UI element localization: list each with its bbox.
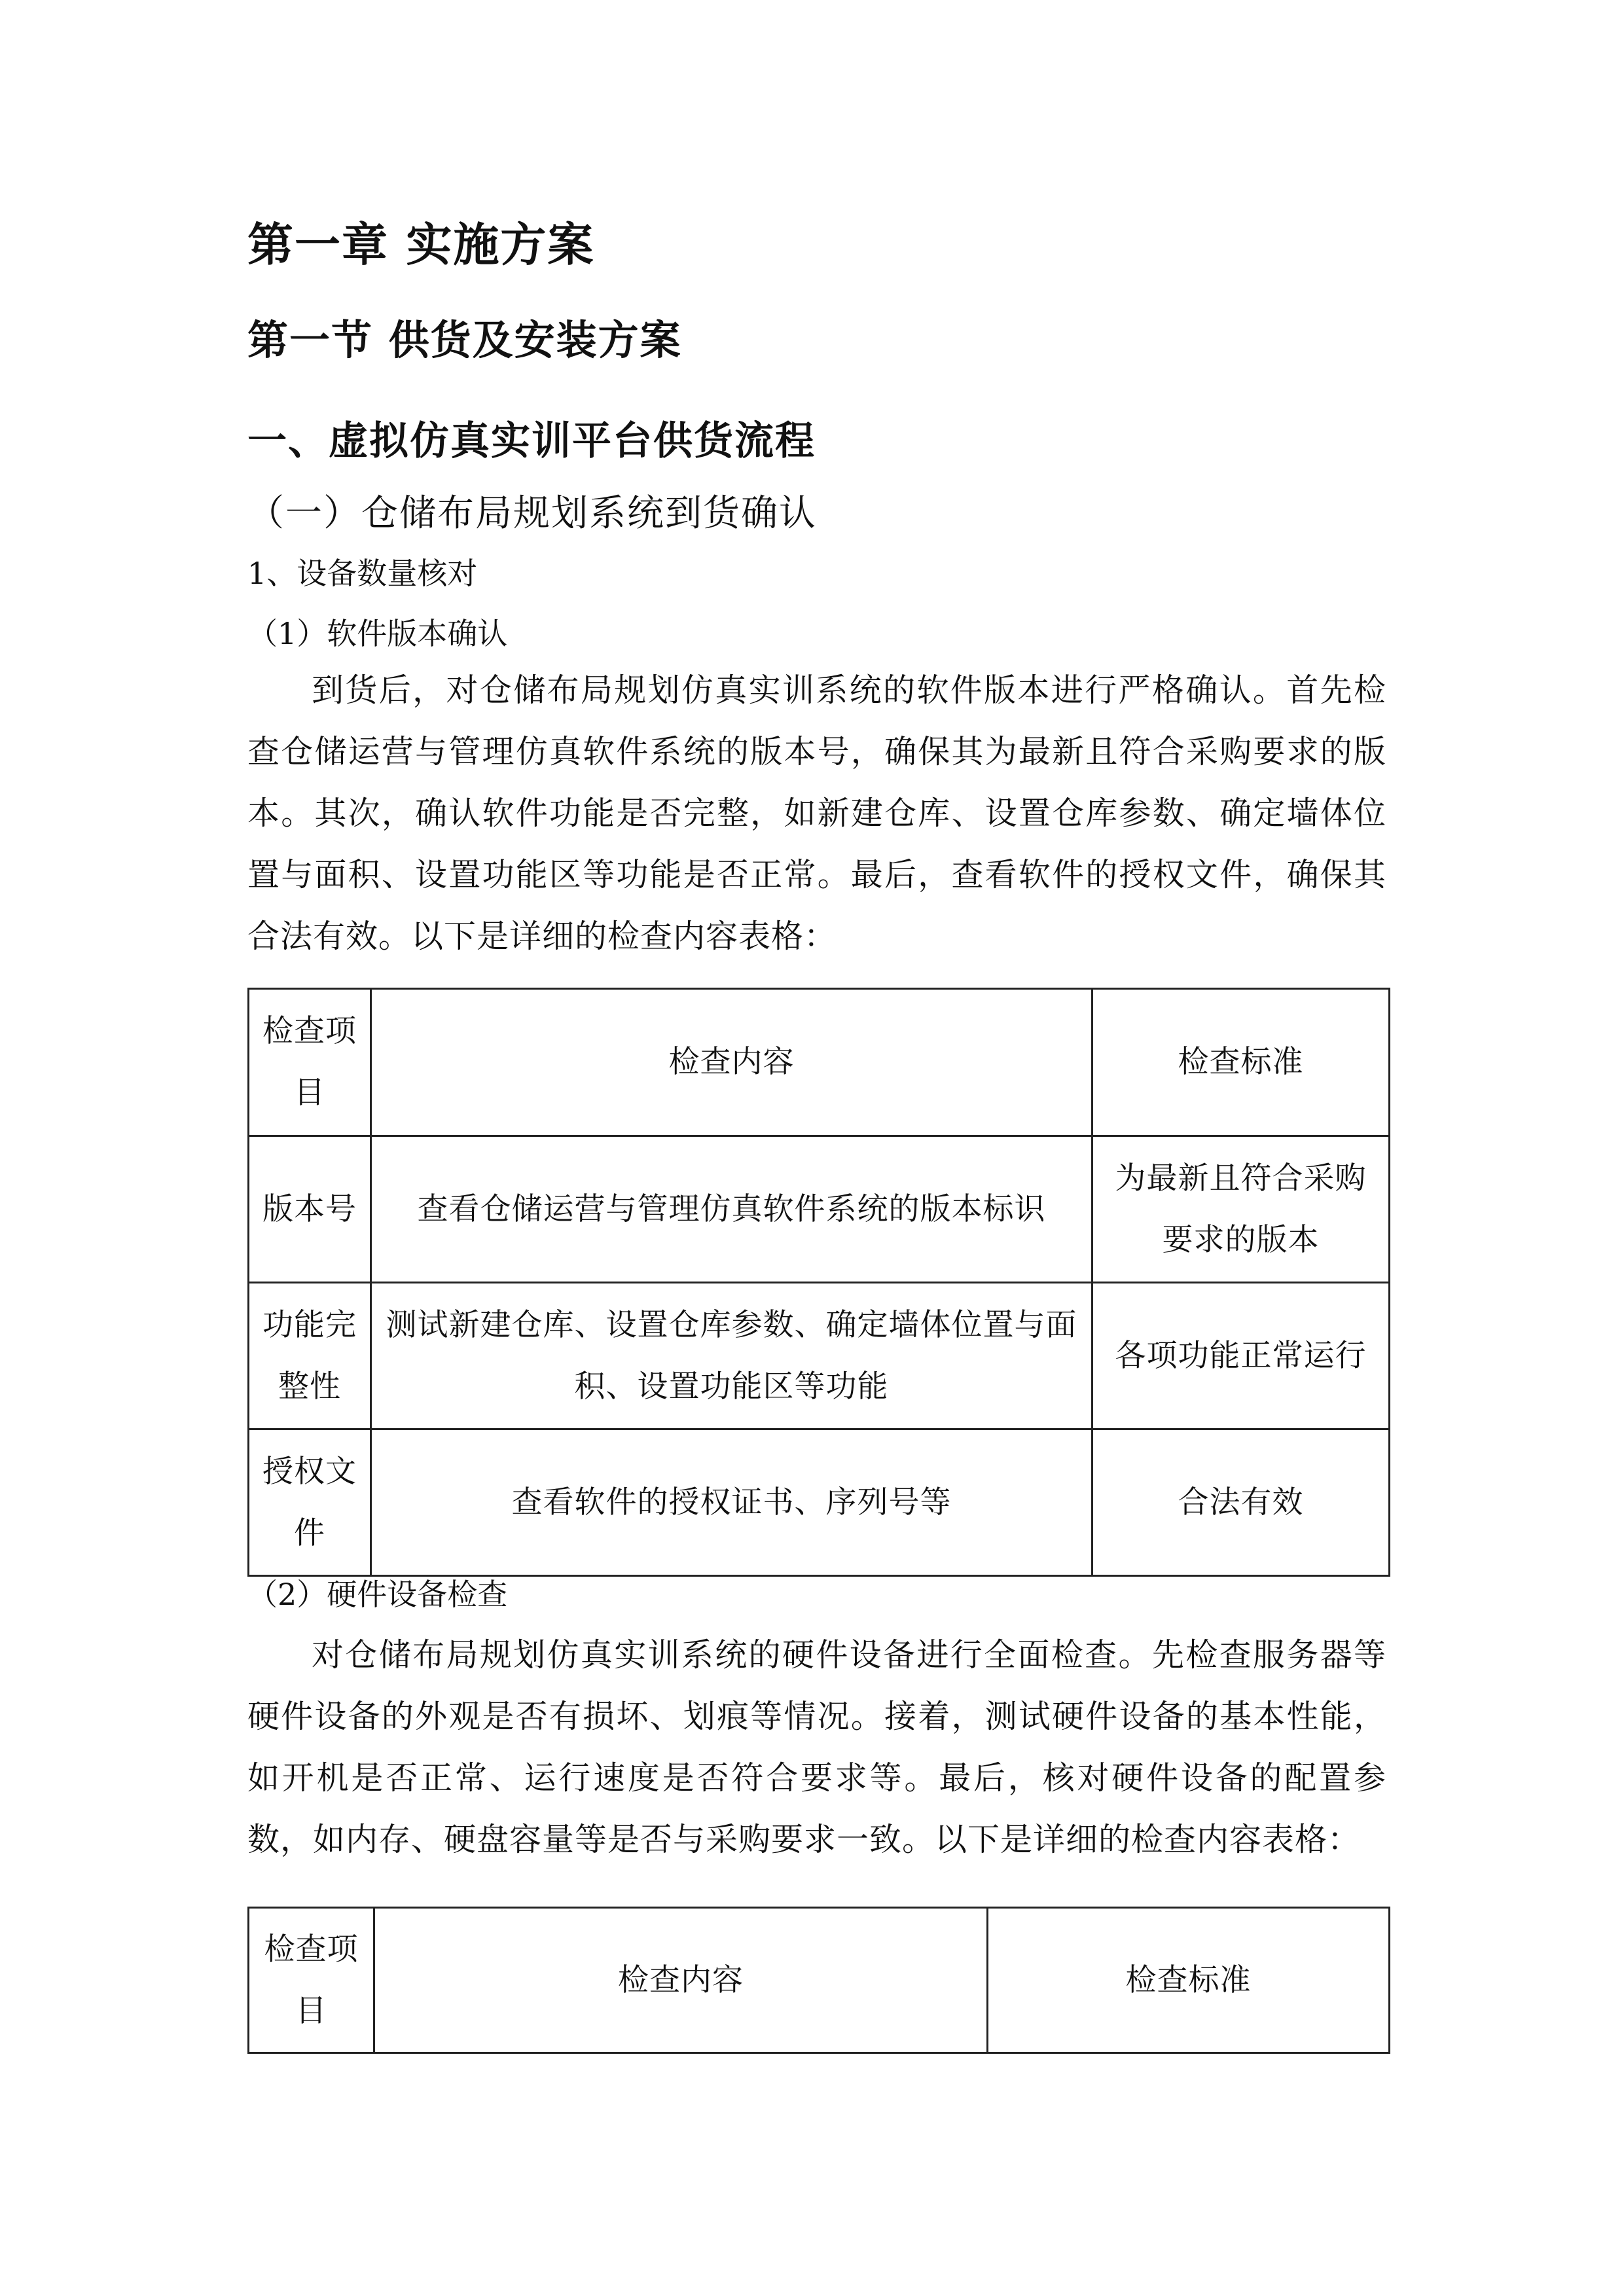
chapter-title: 第一章 实施方案	[247, 217, 595, 272]
hardware-check-table	[247, 1907, 1390, 2054]
table-cell: 合法有效	[1092, 1429, 1390, 1576]
section-title: 第一节 供货及安装方案	[247, 316, 682, 364]
paragraph-software-version: 到货后，对仓储布局规划仿真实训系统的软件版本进行严格确认。首先检查仓储运营与管理仿真软件系统的版本号，确保其为最新且符合采购要求的版本。其次，确认软件功能是否完整，如新建仓库、设置仓库参数、确定墙体位置与面积、设置功能区等功能是否正常。最后，查看软件的授权文件，确保其合法有效。以下是详细的检查内容表格：	[247, 672, 1386, 955]
table-cell: 测试新建仓库、设置仓库参数、确定墙体位置与面积、设置功能区等功能	[371, 1283, 1092, 1429]
table-cell: 各项功能正常运行	[1092, 1283, 1390, 1429]
table-header-cell: 检查内容	[374, 1908, 988, 2053]
subheading-software-version: （1）软件版本确认	[247, 616, 508, 651]
paragraph-hardware-check: 对仓储布局规划仿真实训系统的硬件设备进行全面检查。先检查服务器等硬件设备的外观是否有损坏、划痕等情况。接着，测试硬件设备的基本性能，如开机是否正常、运行速度是否符合要求等。最后，核对硬件设备的配置参数，如内存、硬盘容量等是否与采购要求一致。以下是详细的检查内容表格：	[247, 1636, 1386, 1858]
table-cell: 授权文件	[249, 1429, 371, 1576]
table-cell: 查看软件的授权证书、序列号等	[371, 1429, 1092, 1576]
table-header-row	[249, 1908, 1390, 2053]
heading-arrival-confirmation: （一）仓储布局规划系统到货确认	[247, 492, 817, 535]
heading-quantity-check: 1、设备数量核对	[247, 556, 478, 591]
table-row	[249, 1283, 1390, 1429]
table-row	[249, 1136, 1390, 1283]
table-header-cell: 检查项目	[249, 1908, 374, 2053]
table-cell: 查看仓储运营与管理仿真软件系统的版本标识	[371, 1136, 1092, 1283]
table-header-row	[249, 989, 1390, 1136]
subheading-hardware-check: （2）硬件设备检查	[247, 1577, 508, 1612]
table-cell: 版本号	[249, 1136, 371, 1283]
heading-supply-process: 一、虚拟仿真实训平台供货流程	[247, 418, 816, 464]
table-header-cell: 检查内容	[371, 989, 1092, 1136]
table-row	[249, 1429, 1390, 1576]
table-cell: 功能完整性	[249, 1283, 371, 1429]
table-header-cell: 检查标准	[1092, 989, 1390, 1136]
table-header-cell: 检查项目	[249, 989, 371, 1136]
software-check-table	[247, 988, 1390, 1577]
table-header-cell: 检查标准	[988, 1908, 1390, 2053]
table-cell: 为最新且符合采购要求的版本	[1092, 1136, 1390, 1283]
